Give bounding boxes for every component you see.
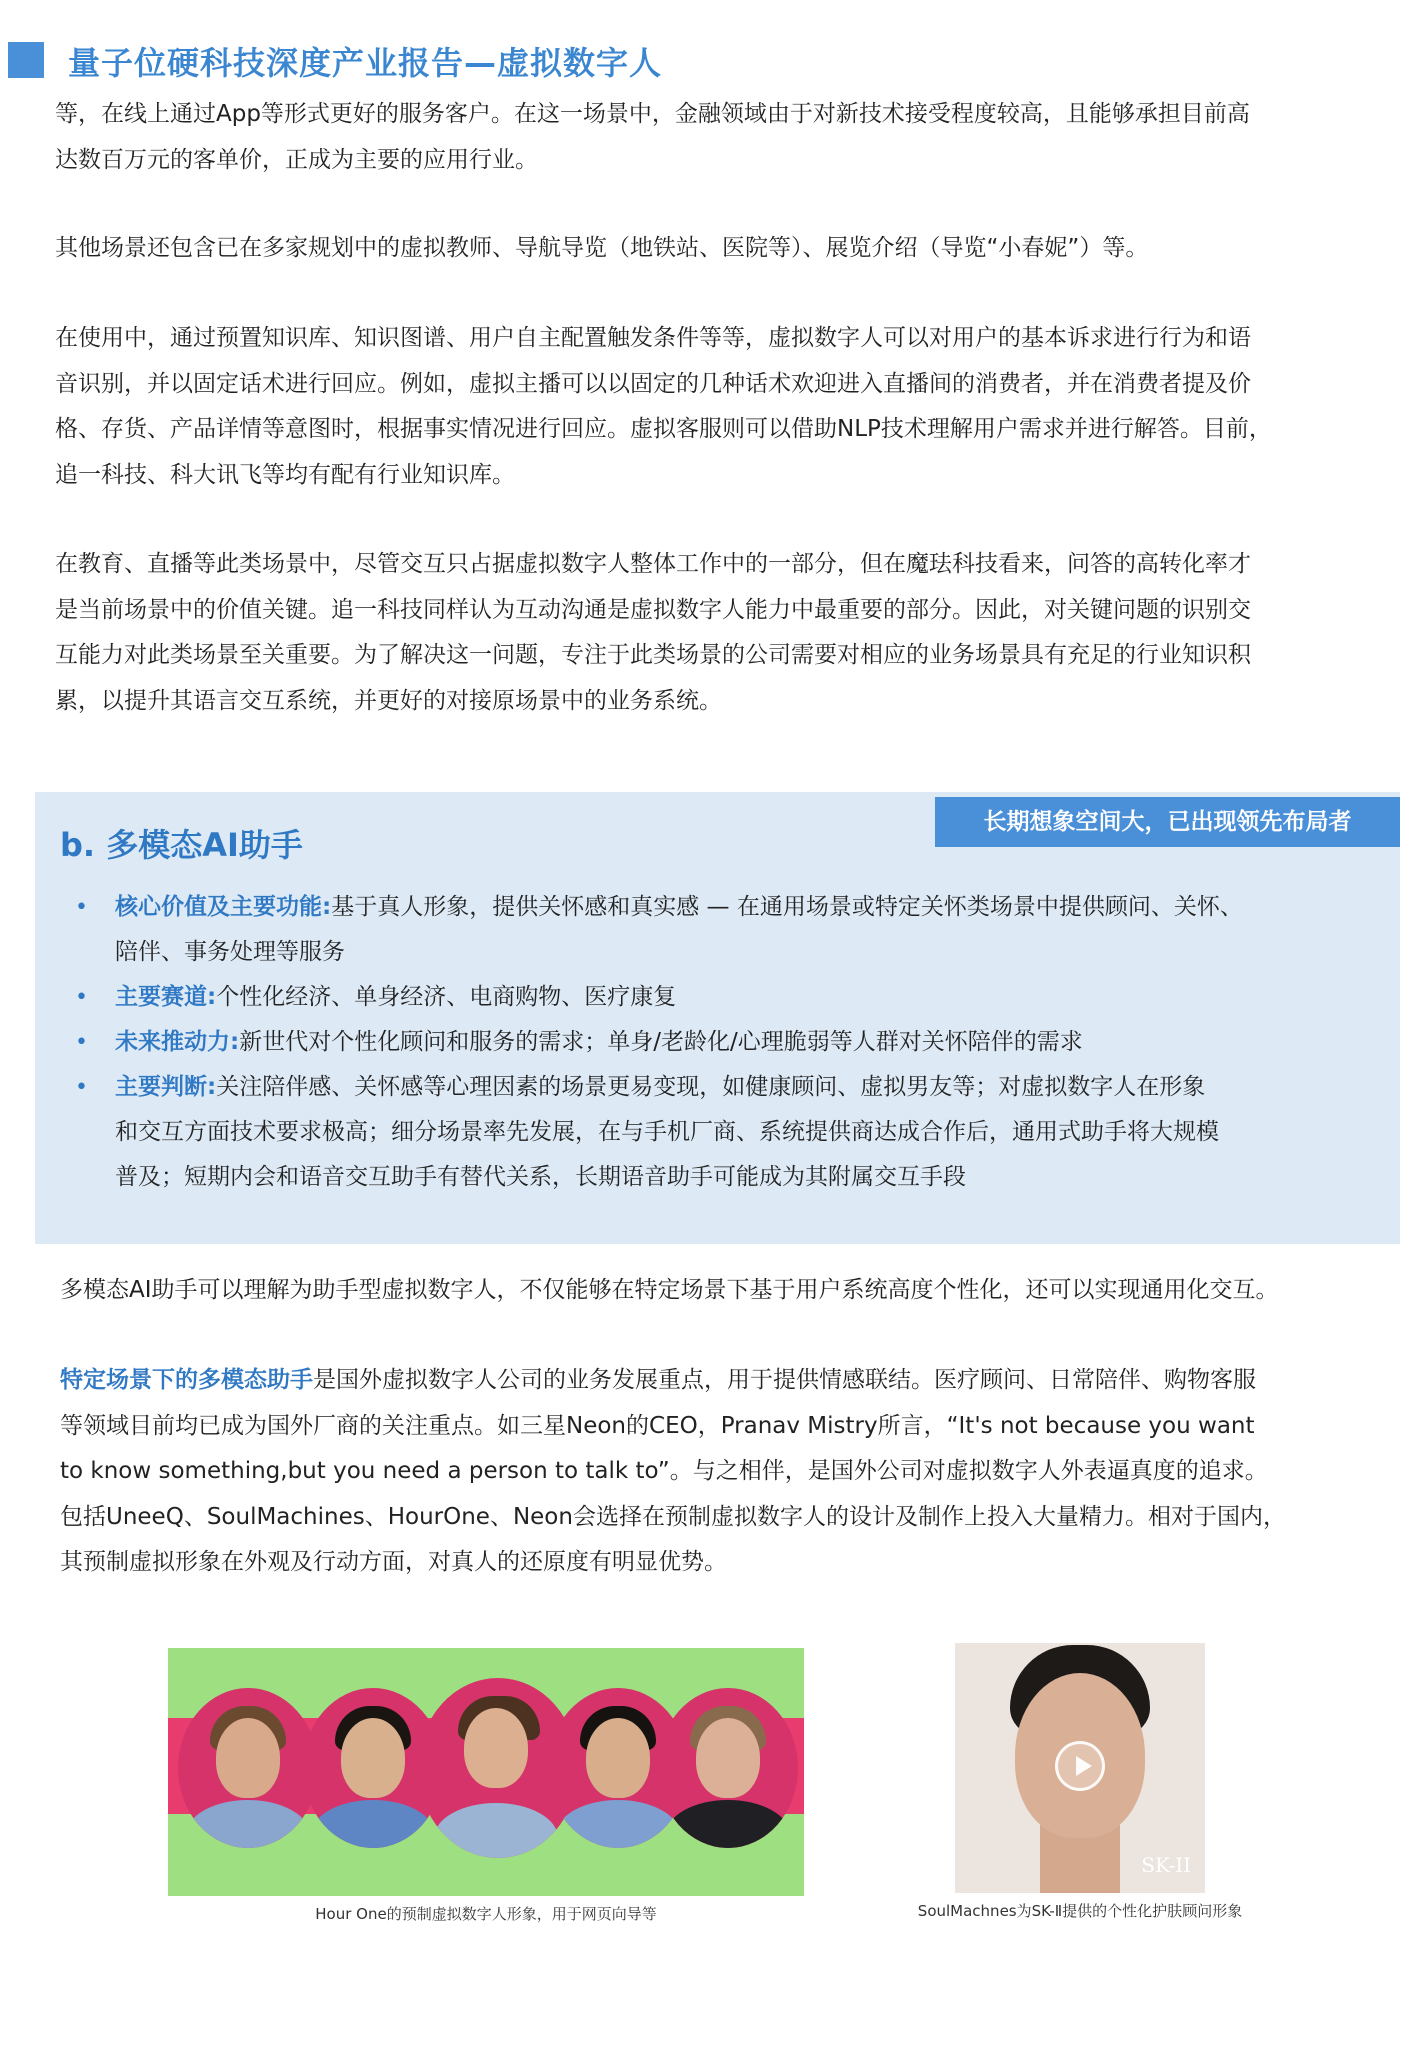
figure-caption: Hour One的预制虚拟数字人形象，用于网页向导等 [315, 1905, 657, 1923]
bullet-list [75, 885, 1375, 1200]
text-line: 格、存货、产品详情等意图时，根据事实情况进行回应。虚拟客服则可以借助NLP技术理解用户需求并进行解答。目前， [55, 416, 1272, 442]
text-line [60, 1358, 1390, 1404]
text-line: 等，在线上通过App等形式更好的服务客户。在这一场景中，金融领域由于对新技术接受程度较高，且能够承担目前高 [55, 101, 1250, 127]
bullet-text: 关注陪伴感、关怀感等心理因素的场景更易变现，如健康顾问、虚拟男友等；对虚拟数字人在形象 [216, 1074, 1206, 1100]
bullet-dot-icon: • [75, 985, 88, 1010]
text-line: 其他场景还包含已在多家规划中的虚拟教师、导航导览（地铁站、医院等）、展览介绍（导览“小春妮”）等。 [55, 235, 1149, 261]
text-line: 其预制虚拟形象在外观及行动方面，对真人的还原度有明显优势。 [60, 1549, 727, 1575]
bullet-text: 陪伴、事务处理等服务 [115, 939, 345, 965]
bullet-keyword: 主要赛道: [115, 984, 217, 1010]
report-title: 量子位硬科技深度产业报告—虚拟数字人 [68, 44, 663, 82]
bullet-item [75, 975, 1375, 1020]
text-line: 追一科技、科大讯飞等均有配有行业知识库。 [55, 461, 515, 488]
multimodal-assistant-box [35, 792, 1400, 1244]
text-line: 在教育、直播等此类场景中，尽管交互只占据虚拟数字人整体工作中的一部分，但在魔珐科技看来，问答的高转化率才 [55, 551, 1251, 577]
bullet-keyword: 主要判断: [115, 1074, 217, 1100]
box-tag-label: 长期想象空间大，已出现领先布局者 [935, 797, 1400, 847]
bullet-text: 个性化经济、单身经济、电商购物、医疗康复 [216, 984, 677, 1010]
bullet-text: 和交互方面技术要求极高；细分场景率先发展，在与手机厂商、系统提供商达成合作后，通用式助手将大规模 [115, 1119, 1219, 1145]
bullet-dot-icon: • [75, 895, 88, 920]
figure-caption: SoulMachnes为SK-Ⅱ提供的个性化护肤顾问形象 [917, 1902, 1243, 1920]
text-line: 是当前场景中的价值关键。追一科技同样认为互动沟通是虚拟数字人能力中最重要的部分。因此，对关键问题的识别交 [55, 596, 1251, 623]
text-line: 达数百万元的客单价，正成为主要的应用行业。 [55, 146, 538, 173]
text-line: 在使用中，通过预置知识库、知识图谱、用户自主配置触发条件等等，虚拟数字人可以对用户的基本诉求进行行为和语 [55, 325, 1251, 351]
text-span: 是国外虚拟数字人公司的业务发展重点，用于提供情感联结。医疗顾问、日常陪伴、购物客服 [313, 1367, 1256, 1393]
paragraph-other-scenes [55, 226, 1385, 272]
play-icon[interactable] [1055, 1741, 1105, 1791]
bullet-keyword: 未来推动力: [115, 1029, 240, 1055]
paragraph-education [55, 542, 1385, 724]
bullet-keyword: 核心价值及主要功能: [115, 894, 332, 920]
bullet-text: 普及；短期内会和语音交互助手有替代关系，长期语音助手可能成为其附属交互手段 [115, 1164, 966, 1190]
paragraph-finance [55, 92, 1385, 183]
text-line: to know something,but you need a person to talk to”。与之相伴，是国外公司对虚拟数字人外表逼真度的追求。 [60, 1458, 1268, 1484]
avatar [178, 1688, 318, 1848]
hourone-avatars-image [168, 1648, 804, 1896]
bullet-item [75, 885, 1375, 975]
report-header [8, 36, 708, 82]
paragraph-specific-scenes [60, 1358, 1390, 1586]
highlight-term: 特定场景下的多模态助手 [60, 1367, 313, 1393]
header-accent-square [8, 42, 44, 78]
text-line: 音识别，并以固定话术进行回应。例如，虚拟主播可以以固定的几种话术欢迎进入直播间的消费者，并在消费者提及价 [55, 370, 1251, 397]
bullet-text: 新世代对个性化顾问和服务的需求；单身/老龄化/心理脆弱等人群对关怀陪伴的需求 [239, 1029, 1083, 1055]
text-line: 包括UneeQ、SoulMachines、HourOne、Neon会选择在预制虚拟数字人的设计及制作上投入大量精力。相对于国内， [60, 1503, 1286, 1530]
text-line: 等领域目前均已成为国外厂商的关注重点。如三星Neon的CEO，Pranav Mistry所言，“It's not because you want [60, 1412, 1255, 1439]
paragraph-multimodal-definition [60, 1268, 1390, 1314]
text-line: 互能力对此类场景至关重要。为了解决这一问题，专注于此类场景的公司需要对相应的业务场景具有充足的行业知识积 [55, 642, 1251, 668]
text-line: 多模态AI助手可以理解为助手型虚拟数字人，不仅能够在特定场景下基于用户系统高度个性化，还可以实现通用化交互。 [60, 1277, 1279, 1303]
bullet-item [75, 1065, 1375, 1200]
skii-logo: SK-II [1141, 1853, 1191, 1877]
paragraph-usage [55, 316, 1385, 498]
avatar [658, 1688, 798, 1848]
soulmachines-skii-image [955, 1643, 1205, 1893]
box-title: b. 多模态AI助手 [60, 826, 303, 864]
text-line: 累，以提升其语言交互系统，并更好的对接原场景中的业务系统。 [55, 687, 722, 714]
bullet-dot-icon: • [75, 1030, 88, 1055]
bullet-text: 基于真人形象，提供关怀感和真实感 — 在通用场景或特定关怀类场景中提供顾问、关怀、 [331, 894, 1243, 920]
bullet-dot-icon: • [75, 1075, 88, 1100]
bullet-item [75, 1020, 1375, 1065]
